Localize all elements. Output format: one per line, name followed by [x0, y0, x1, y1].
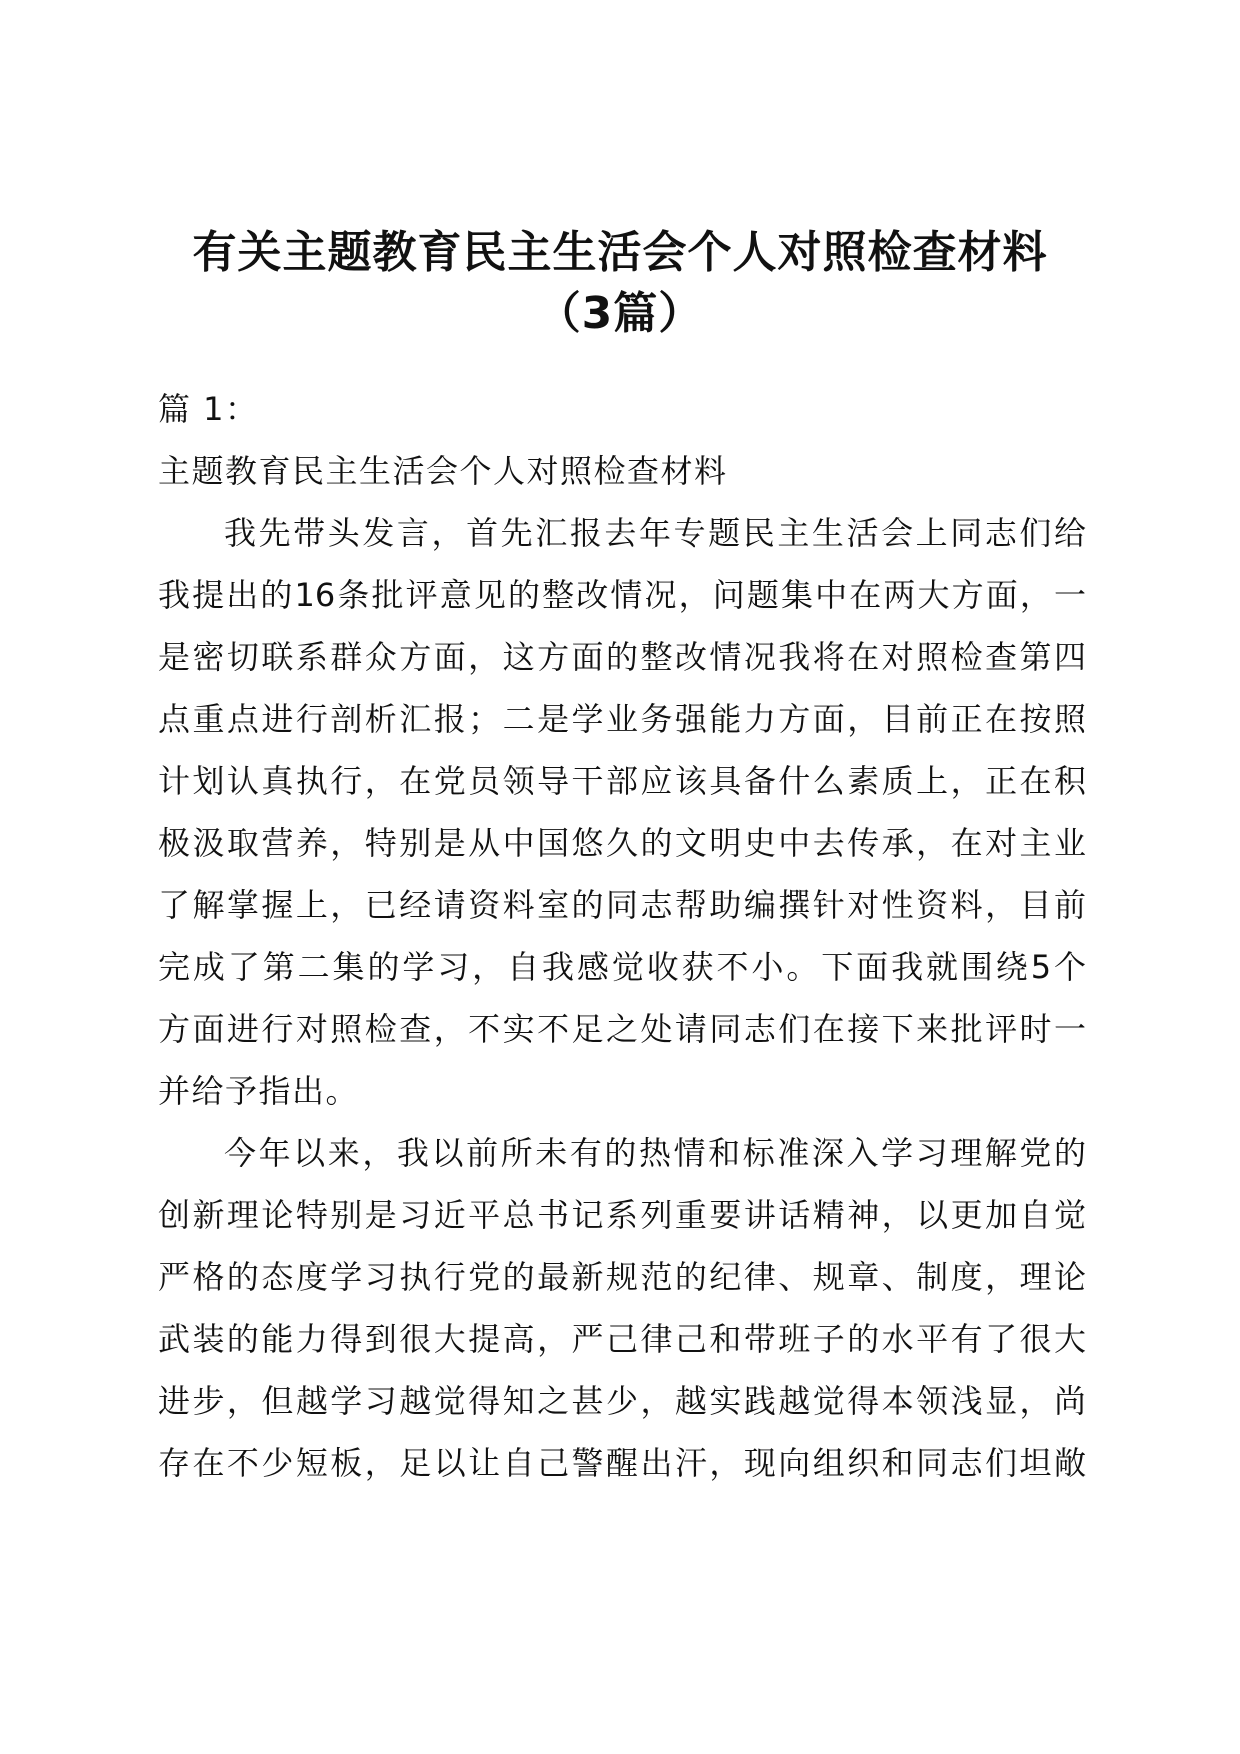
paragraph-1-line: 完成了第二集的学习，自我感觉收获不小。下面我就围绕5个 [158, 948, 1086, 986]
paragraph-2-line: 存在不少短板，足以让自己警醒出汗，现向组织和同志们坦敞 [158, 1444, 1086, 1482]
paragraph-1-line: 是密切联系群众方面，这方面的整改情况我将在对照检查第四 [158, 638, 1086, 676]
paragraph-2-line: 进步，但越学习越觉得知之甚少，越实践越觉得本领浅显，尚 [158, 1382, 1086, 1420]
section-label: 篇 1： [158, 390, 259, 428]
paragraph-1-line: 我提出的16条批评意见的整改情况，问题集中在两大方面，一 [158, 576, 1086, 614]
document-title-line-1: 有关主题教育民主生活会个人对照检查材料 [192, 227, 1048, 278]
section-subtitle: 主题教育民主生活会个人对照检查材料 [158, 452, 728, 490]
document-body [158, 378, 1086, 1494]
paragraph-2-line: 严格的态度学习执行党的最新规范的纪律、规章、制度，理论 [158, 1258, 1086, 1296]
paragraph-2-line: 武装的能力得到很大提高，严己律己和带班子的水平有了很大 [158, 1320, 1086, 1358]
paragraph-1-line: 点重点进行剖析汇报；二是学业务强能力方面，目前正在按照 [158, 700, 1086, 738]
paragraph-1-line: 我先带头发言，首先汇报去年专题民主生活会上同志们给 [224, 514, 1086, 552]
paragraph-2-line: 今年以来，我以前所未有的热情和标准深入学习理解党的 [224, 1134, 1086, 1172]
paragraph-1-line: 计划认真执行，在党员领导干部应该具备什么素质上，正在积 [158, 762, 1086, 800]
paragraph-1-line: 并给予指出。 [158, 1072, 360, 1110]
paragraph-2 [158, 1122, 1086, 1494]
paragraph-1-line: 极汲取营养，特别是从中国悠久的文明史中去传承，在对主业 [158, 824, 1086, 862]
document-title-line-2: （3篇） [536, 288, 704, 339]
paragraph-2-line: 创新理论特别是习近平总书记系列重要讲话精神，以更加自觉 [158, 1196, 1086, 1234]
paragraph-1-line: 方面进行对照检查，不实不足之处请同志们在接下来批评时一 [158, 1010, 1086, 1048]
paragraph-1 [158, 502, 1086, 1122]
paragraph-1-line: 了解掌握上，已经请资料室的同志帮助编撰针对性资料，目前 [158, 886, 1086, 924]
